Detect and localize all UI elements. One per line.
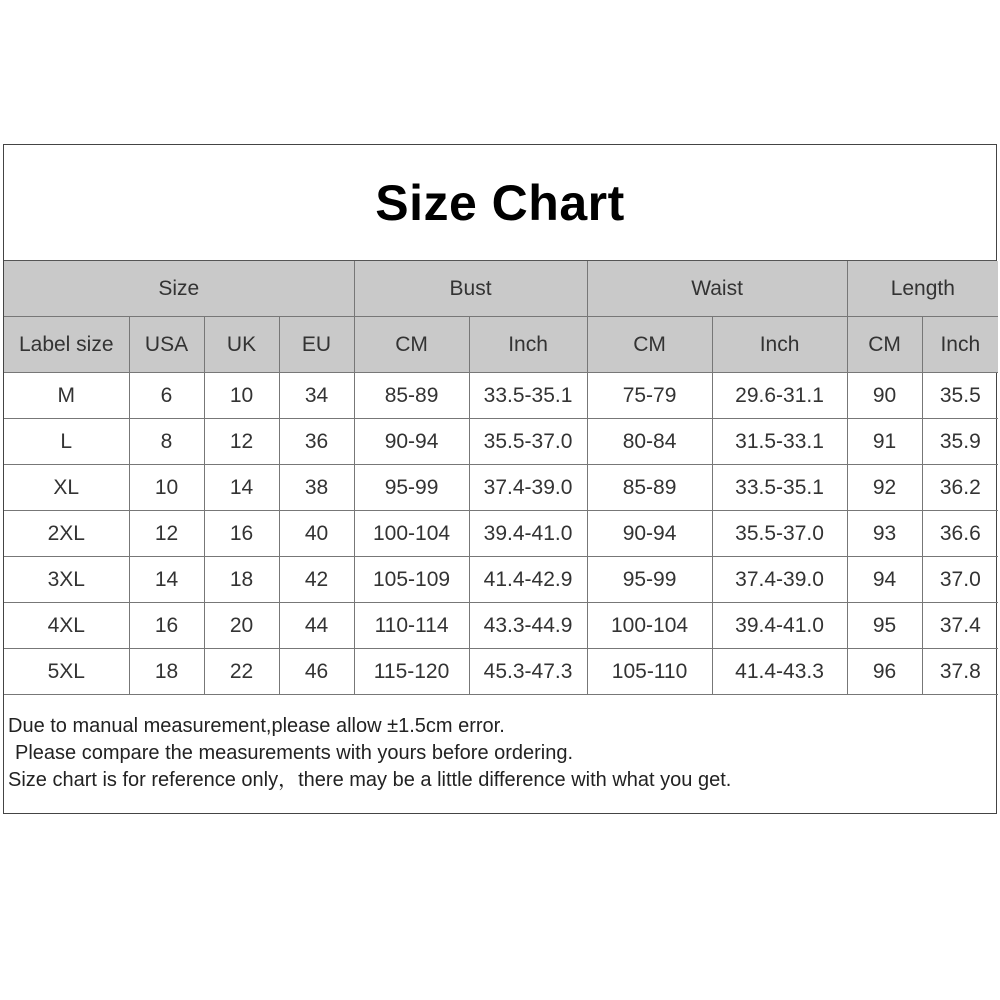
sub-header-bust-cm: CM [354,317,469,373]
cell-uk: 14 [204,465,279,511]
cell-waist-cm: 105-110 [587,649,712,695]
cell-eu: 46 [279,649,354,695]
sub-header-row [4,317,998,373]
cell-label-size: L [4,419,129,465]
cell-bust-inch: 45.3-47.3 [469,649,587,695]
table-row [4,511,998,557]
cell-uk: 20 [204,603,279,649]
cell-usa: 6 [129,373,204,419]
table-row [4,465,998,511]
cell-waist-inch: 41.4-43.3 [712,649,847,695]
cell-waist-cm: 75-79 [587,373,712,419]
note-line: Please compare the measurements with yours before ordering. [15,742,574,764]
cell-bust-inch: 37.4-39.0 [469,465,587,511]
cell-usa: 18 [129,649,204,695]
cell-usa: 10 [129,465,204,511]
cell-waist-inch: 33.5-35.1 [712,465,847,511]
cell-uk: 22 [204,649,279,695]
cell-bust-inch: 35.5-37.0 [469,419,587,465]
sub-header-usa: USA [129,317,204,373]
size-table [4,261,998,695]
cell-length-cm: 96 [847,649,922,695]
table-row [4,603,998,649]
cell-waist-inch: 35.5-37.0 [712,511,847,557]
table-row [4,419,998,465]
cell-bust-cm: 90-94 [354,419,469,465]
cell-bust-cm: 95-99 [354,465,469,511]
cell-waist-inch: 29.6-31.1 [712,373,847,419]
cell-length-inch: 35.9 [922,419,998,465]
table-row [4,649,998,695]
size-chart [3,144,997,814]
cell-uk: 10 [204,373,279,419]
cell-waist-inch: 37.4-39.0 [712,557,847,603]
cell-waist-cm: 80-84 [587,419,712,465]
cell-label-size: 4XL [4,603,129,649]
cell-label-size: 2XL [4,511,129,557]
cell-uk: 16 [204,511,279,557]
cell-uk: 12 [204,419,279,465]
cell-label-size: M [4,373,129,419]
cell-eu: 38 [279,465,354,511]
cell-length-inch: 37.0 [922,557,998,603]
cell-bust-inch: 39.4-41.0 [469,511,587,557]
cell-eu: 42 [279,557,354,603]
cell-waist-cm: 100-104 [587,603,712,649]
sub-header-uk: UK [204,317,279,373]
note-line: Size chart is for reference only，there may be a little difference with what you get. [8,769,732,791]
cell-bust-cm: 105-109 [354,557,469,603]
cell-label-size: 5XL [4,649,129,695]
chart-title: Size Chart [375,174,625,231]
sub-header-waist-inch: Inch [712,317,847,373]
cell-bust-inch: 43.3-44.9 [469,603,587,649]
cell-length-cm: 95 [847,603,922,649]
table-row [4,557,998,603]
group-header-waist: Waist [587,261,847,317]
sub-header-bust-inch: Inch [469,317,587,373]
cell-label-size: 3XL [4,557,129,603]
cell-usa: 12 [129,511,204,557]
cell-bust-inch: 33.5-35.1 [469,373,587,419]
notes [4,695,996,794]
cell-label-size: XL [4,465,129,511]
group-header-row [4,261,998,317]
cell-length-inch: 37.4 [922,603,998,649]
cell-eu: 36 [279,419,354,465]
cell-bust-cm: 100-104 [354,511,469,557]
cell-length-inch: 35.5 [922,373,998,419]
cell-waist-inch: 31.5-33.1 [712,419,847,465]
cell-length-inch: 36.2 [922,465,998,511]
sub-header-length-inch: Inch [922,317,998,373]
cell-length-cm: 92 [847,465,922,511]
note-line: Due to manual measurement,please allow ±1.5cm error. [8,715,505,737]
cell-uk: 18 [204,557,279,603]
cell-usa: 14 [129,557,204,603]
cell-length-cm: 90 [847,373,922,419]
cell-length-cm: 93 [847,511,922,557]
cell-bust-cm: 85-89 [354,373,469,419]
cell-bust-inch: 41.4-42.9 [469,557,587,603]
cell-eu: 34 [279,373,354,419]
cell-bust-cm: 115-120 [354,649,469,695]
cell-waist-cm: 90-94 [587,511,712,557]
cell-length-cm: 94 [847,557,922,603]
cell-bust-cm: 110-114 [354,603,469,649]
group-header-size: Size [4,261,354,317]
sub-header-eu: EU [279,317,354,373]
group-header-length: Length [847,261,998,317]
cell-length-inch: 36.6 [922,511,998,557]
cell-waist-cm: 95-99 [587,557,712,603]
cell-waist-inch: 39.4-41.0 [712,603,847,649]
cell-length-inch: 37.8 [922,649,998,695]
table-row [4,373,998,419]
sub-header-length-cm: CM [847,317,922,373]
sub-header-waist-cm: CM [587,317,712,373]
sub-header-label-size: Label size [4,317,129,373]
cell-length-cm: 91 [847,419,922,465]
group-header-bust: Bust [354,261,587,317]
cell-waist-cm: 85-89 [587,465,712,511]
title-row [4,145,996,261]
cell-usa: 16 [129,603,204,649]
cell-eu: 44 [279,603,354,649]
cell-usa: 8 [129,419,204,465]
cell-eu: 40 [279,511,354,557]
